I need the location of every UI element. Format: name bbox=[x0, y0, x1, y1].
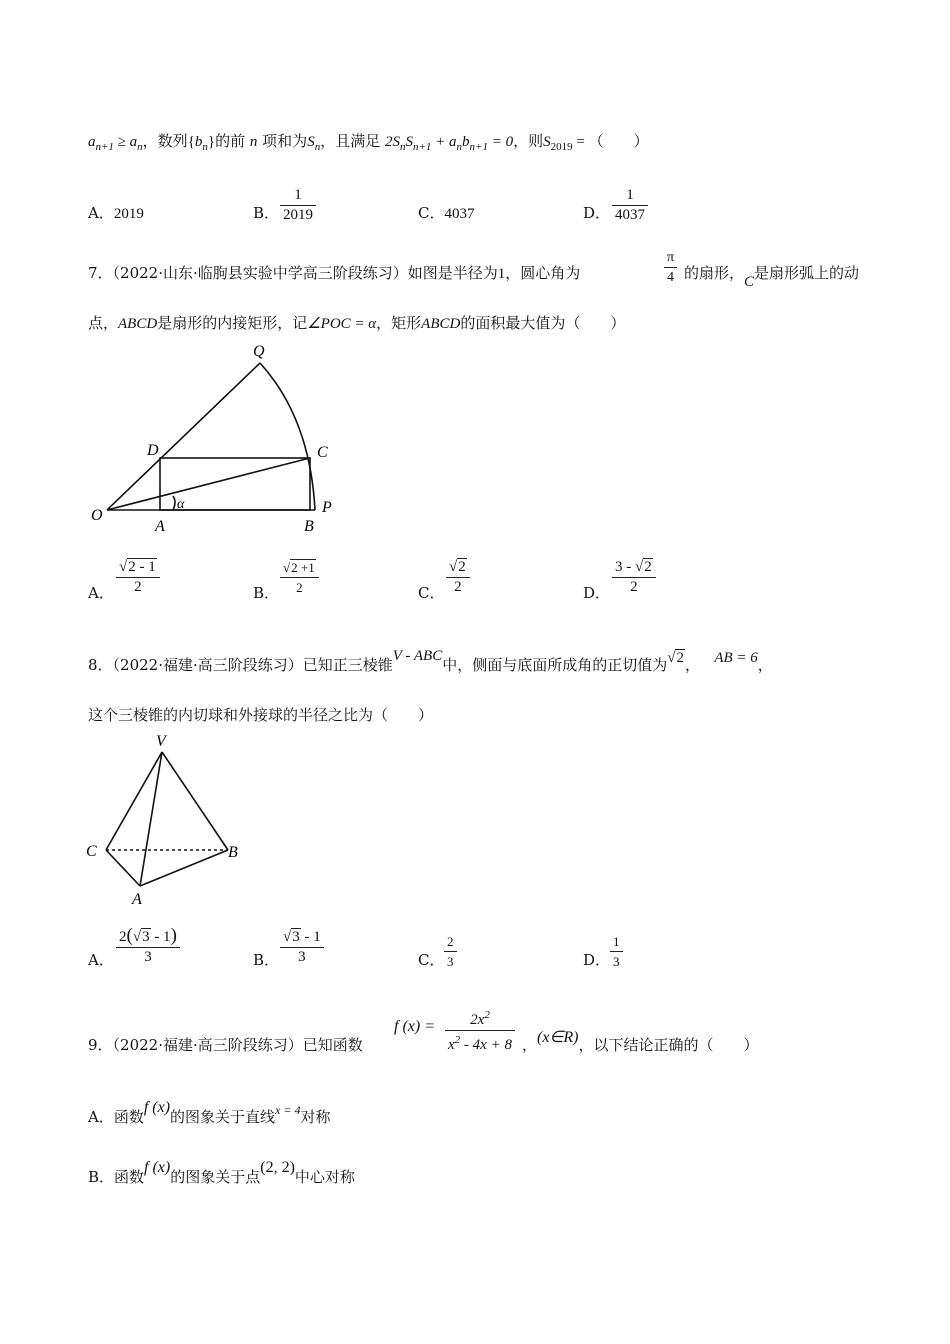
expr-a-sub: n+1 bbox=[95, 141, 114, 153]
denominator bbox=[445, 1031, 515, 1055]
option-label: B． bbox=[253, 584, 280, 602]
numerator bbox=[467, 1006, 493, 1030]
text: ，以下结论正确的（ ） bbox=[578, 1036, 759, 1054]
denominator: 2 bbox=[134, 579, 142, 595]
label-p: P bbox=[322, 499, 332, 516]
option-label: D． bbox=[583, 951, 611, 969]
numerator: √3 - 1 bbox=[283, 929, 321, 945]
question-number: 7． bbox=[88, 264, 113, 282]
denominator: 3 bbox=[144, 949, 152, 965]
s2019-sub: 2019 bbox=[550, 141, 573, 153]
question-number: 8． bbox=[88, 656, 113, 674]
q7-stem-line1 bbox=[88, 262, 580, 283]
q9-function-fraction bbox=[445, 1006, 515, 1055]
question-source: （2022·山东·临朐县实验中学高三阶段练习） bbox=[112, 264, 408, 282]
text: ，则 bbox=[513, 132, 544, 150]
text: 是扇形的内接矩形，记 bbox=[157, 314, 308, 332]
brace-open: { bbox=[187, 134, 195, 150]
q8-option-b-fraction bbox=[280, 928, 324, 967]
q6-option-c[interactable] bbox=[418, 202, 474, 223]
denominator: 2 bbox=[630, 579, 638, 595]
q9-fx bbox=[394, 1018, 435, 1036]
angle-poc: ∠POC = α bbox=[307, 316, 377, 332]
sn-sub: n bbox=[314, 141, 321, 153]
s2019: S bbox=[543, 134, 551, 150]
denominator: 4037 bbox=[615, 207, 645, 223]
denominator: 2 bbox=[454, 579, 462, 595]
edge-vb bbox=[162, 752, 228, 850]
text: 对称 bbox=[300, 1108, 331, 1126]
text: ，且满足 bbox=[320, 132, 381, 150]
question-source: （2022·福建·高三阶段练习） bbox=[112, 1036, 303, 1054]
num-head: 3 - bbox=[615, 559, 635, 575]
q9-stem-line bbox=[88, 1034, 363, 1055]
line-eq: x = 4 bbox=[275, 1103, 301, 1117]
label-b: B bbox=[304, 518, 314, 535]
numerator: 1 bbox=[294, 187, 302, 203]
radicand: 2 bbox=[458, 559, 466, 575]
bn: b bbox=[194, 134, 203, 150]
text: 已知函数 bbox=[302, 1036, 363, 1054]
q7-option-d[interactable] bbox=[583, 582, 610, 603]
coef: 2 bbox=[119, 929, 127, 945]
q7-option-c-fraction bbox=[446, 558, 470, 597]
edge-ab bbox=[140, 850, 228, 886]
option-label: B．函数 bbox=[88, 1168, 145, 1186]
numerator: 2 bbox=[447, 934, 454, 949]
q8-stem-line1 bbox=[88, 648, 773, 675]
q8-option-c[interactable] bbox=[418, 949, 444, 970]
text: 的前 bbox=[215, 132, 246, 150]
option-label: B． bbox=[253, 204, 280, 222]
expr-an-sub: n bbox=[137, 141, 143, 153]
option-label: D． bbox=[583, 584, 611, 602]
condition-equation: $2S_nS_{n+1} + a_nb_{n+1} = 0$ bbox=[384, 134, 514, 153]
question-number: 9． bbox=[88, 1036, 113, 1054]
radicand: 2 bbox=[644, 559, 652, 575]
label-alpha: α bbox=[177, 497, 185, 512]
expr-a: a bbox=[88, 134, 96, 150]
numerator: 1 bbox=[626, 187, 634, 203]
fx: f (x) bbox=[143, 1099, 171, 1116]
option-label: B． bbox=[253, 951, 280, 969]
domain: (x∈R) bbox=[537, 1029, 579, 1046]
den-sup: 2 bbox=[454, 1034, 461, 1046]
rect-abcd: ABCD bbox=[118, 316, 158, 332]
q6-option-b-fraction bbox=[280, 186, 316, 225]
denominator: 2 bbox=[296, 580, 303, 595]
denominator: 2019 bbox=[283, 207, 313, 223]
denominator: 3 bbox=[613, 954, 620, 969]
label-o: O bbox=[91, 507, 103, 524]
num-base: 2x bbox=[470, 1012, 485, 1028]
text: 中心对称 bbox=[294, 1168, 355, 1186]
label-v: V bbox=[156, 733, 166, 750]
q7-option-c[interactable] bbox=[418, 582, 444, 603]
text: 中，侧面与底面所成角的正切值为 bbox=[442, 656, 668, 674]
brace-close: } bbox=[207, 134, 216, 150]
denominator: 3 bbox=[298, 949, 306, 965]
q8-option-c-fraction bbox=[444, 932, 457, 971]
text: ， bbox=[757, 656, 773, 674]
sqrt2: √2 bbox=[667, 650, 684, 666]
q7-option-a-fraction bbox=[116, 558, 160, 597]
q7-option-a[interactable] bbox=[88, 582, 114, 603]
fx-label: f (x) = bbox=[394, 1018, 435, 1035]
q8-option-a-fraction bbox=[116, 926, 180, 967]
eq-2s: 2S bbox=[384, 134, 400, 150]
segment-oc bbox=[107, 458, 310, 510]
bn-sub: n bbox=[202, 141, 208, 153]
numerator: π bbox=[667, 250, 675, 265]
q6-option-a[interactable] bbox=[88, 202, 144, 223]
text: 的图象关于点 bbox=[170, 1168, 261, 1186]
answer-paren: （ ） bbox=[588, 132, 649, 150]
text: 项和为 bbox=[262, 132, 308, 150]
geq: ≥ bbox=[113, 134, 130, 150]
pyramid-name: V - ABC bbox=[392, 648, 443, 664]
option-label: C． bbox=[418, 951, 445, 969]
expr-an: a bbox=[129, 134, 138, 150]
text: 已知正三棱锥 bbox=[302, 656, 393, 674]
point: (2, 2) bbox=[260, 1159, 295, 1176]
option-label: A． bbox=[88, 951, 114, 969]
radicand: 3 bbox=[142, 929, 150, 945]
point-c: C bbox=[744, 274, 755, 290]
denominator: 3 bbox=[447, 954, 454, 969]
text: ， bbox=[522, 1036, 538, 1054]
num-tail: - 1 bbox=[150, 929, 171, 945]
q8-option-d[interactable] bbox=[583, 949, 610, 970]
q6-stem-line bbox=[88, 130, 649, 153]
q7-option-b-fraction bbox=[280, 558, 319, 597]
fx: f (x) bbox=[144, 1159, 171, 1176]
rect-abcd: ABCD bbox=[421, 316, 461, 332]
text: 是扇形弧上的动 bbox=[754, 264, 860, 282]
num-tail: - 1 bbox=[300, 929, 321, 945]
text: ，圆心角为 bbox=[505, 264, 581, 282]
num-sup: 2 bbox=[484, 1009, 490, 1021]
sn: S bbox=[307, 134, 315, 150]
numerator: √2 - 1 bbox=[119, 559, 156, 575]
q9-option-b[interactable] bbox=[88, 1159, 355, 1187]
option-label: A． bbox=[88, 584, 114, 602]
radicand: 2 - 1 bbox=[128, 559, 156, 575]
q8-pyramid-figure bbox=[82, 730, 252, 910]
edge-ca bbox=[106, 850, 140, 886]
radius-value: 1 bbox=[497, 266, 506, 282]
q6-option-b[interactable] bbox=[253, 202, 279, 223]
text: 的图象关于直线 bbox=[170, 1108, 276, 1126]
label-c: C bbox=[86, 843, 97, 860]
numerator: 2(√3 - 1) bbox=[119, 925, 177, 946]
label-b: B bbox=[228, 844, 238, 861]
question-source: （2022·福建·高三阶段练习） bbox=[112, 656, 303, 674]
q7-stem-line1b bbox=[684, 262, 860, 290]
q7-sector-figure bbox=[85, 338, 345, 538]
n-var: n bbox=[249, 134, 258, 150]
option-label: A．函数 bbox=[88, 1108, 144, 1126]
option-label: A． bbox=[88, 204, 114, 222]
text: 点， bbox=[88, 314, 119, 332]
text: ， bbox=[684, 656, 700, 674]
label-a: A bbox=[155, 518, 165, 535]
q9-stem-tail bbox=[522, 1029, 759, 1055]
radius-oq bbox=[107, 363, 260, 510]
q8-option-a[interactable] bbox=[88, 949, 114, 970]
q8-option-b[interactable] bbox=[253, 949, 279, 970]
numerator: √2 bbox=[449, 559, 466, 575]
den-tail: - 4x + 8 bbox=[460, 1037, 512, 1053]
option-label: D． bbox=[583, 204, 611, 222]
eq-sign: = bbox=[572, 134, 589, 150]
option-label: C． bbox=[418, 584, 445, 602]
label-q: Q bbox=[253, 343, 265, 360]
q7-stem-line2 bbox=[88, 312, 625, 333]
q7-angle-fraction bbox=[664, 248, 677, 287]
numerator: 3 - √2 bbox=[615, 559, 652, 575]
alpha-arc bbox=[173, 496, 175, 510]
option-label: C． bbox=[418, 204, 445, 222]
sector-arc bbox=[260, 363, 315, 510]
radicand: 2 +1 bbox=[291, 560, 315, 575]
text: ，矩形 bbox=[376, 314, 422, 332]
q7-option-d-fraction bbox=[612, 558, 656, 597]
option-value: 2019 bbox=[113, 206, 144, 222]
numerator: 1 bbox=[613, 934, 620, 949]
option-value: 4037 bbox=[444, 206, 475, 222]
q9-option-a[interactable] bbox=[88, 1099, 331, 1127]
radicand: 2 bbox=[676, 650, 684, 666]
q7-option-b[interactable] bbox=[253, 582, 279, 603]
q8-stem-line2 bbox=[88, 704, 433, 725]
numerator: √2 +1 bbox=[283, 560, 315, 575]
denominator: 4 bbox=[667, 270, 675, 285]
q8-option-d-fraction bbox=[610, 932, 623, 971]
den-base: x bbox=[448, 1037, 455, 1053]
ab-length: AB = 6 bbox=[714, 650, 758, 666]
radicand: 3 bbox=[292, 929, 300, 945]
text: 这个三棱锥的内切球和外接球的半径之比为（ ） bbox=[88, 706, 434, 724]
q6-option-d[interactable] bbox=[583, 202, 610, 223]
label-a: A bbox=[132, 891, 142, 908]
text: 的扇形， bbox=[684, 264, 745, 282]
label-d: D bbox=[147, 442, 159, 459]
text: 如图是半径为 bbox=[407, 264, 498, 282]
label-c: C bbox=[317, 444, 328, 461]
text: ，数列 bbox=[142, 132, 188, 150]
text: 的面积最大值为（ ） bbox=[460, 314, 626, 332]
q6-option-d-fraction bbox=[612, 186, 648, 225]
